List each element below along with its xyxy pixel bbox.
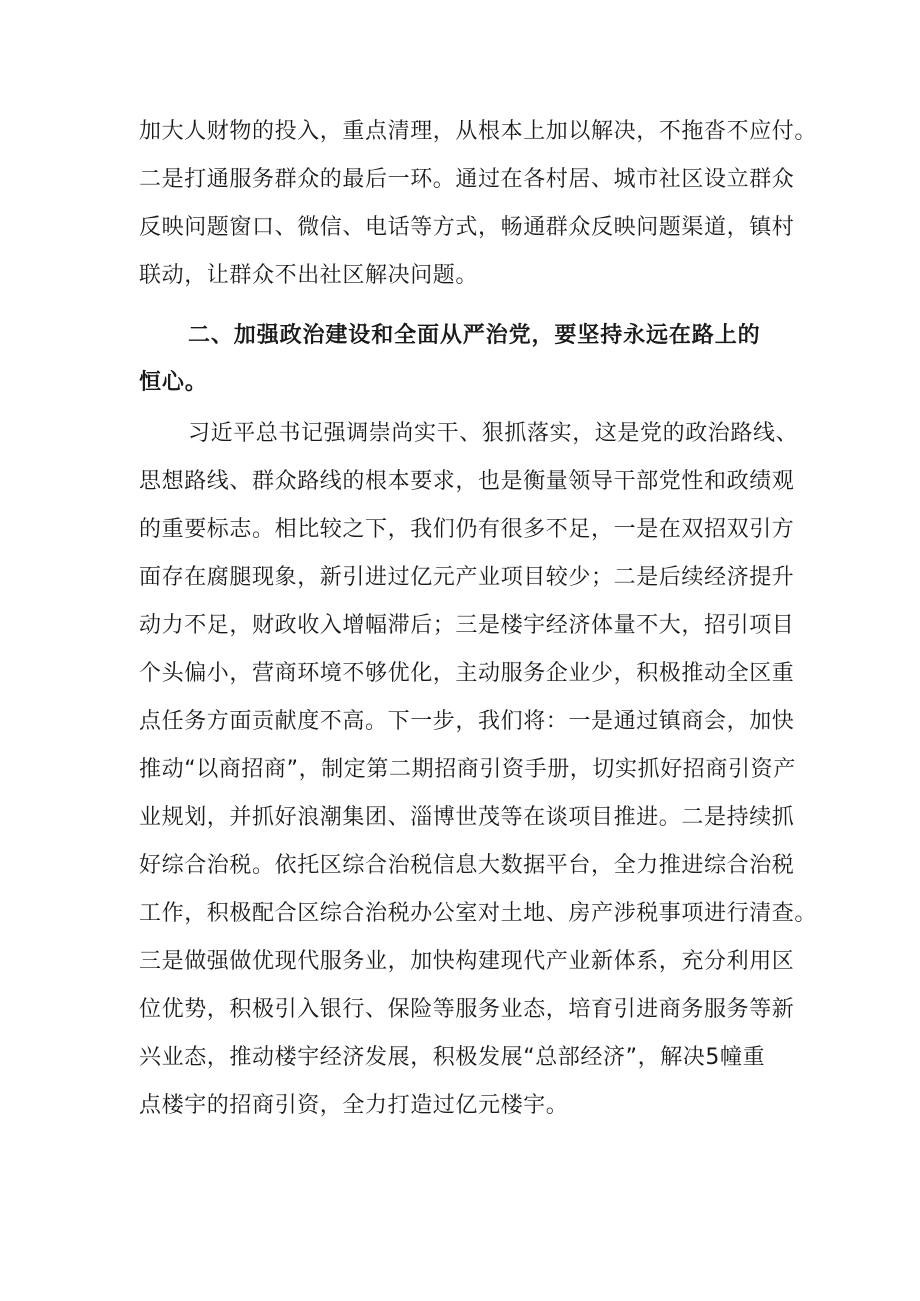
paragraph-line: 习近平总书记强调崇尚实干、狠抓落实，这是党的政治路线、 [188, 421, 799, 446]
paragraph-line: 的重要标志。相比较之下，我们仍有很多不足，一是在双招双引方 [139, 517, 795, 542]
paragraph-line: 面存在腐腿现象，新引进过亿元产业项目较少；二是后续经济提升 [139, 565, 795, 590]
heading-line: 恒心。 [139, 370, 208, 395]
paragraph-line: 兴业态，推动楼宇经济发展，积极发展“总部经济”，解决5幢重 [139, 1045, 766, 1070]
heading-line: 二、加强政治建设和全面从严治党，要坚持永远在路上的 [188, 323, 761, 348]
paragraph-line: 好综合治税。依托区综合治税信息大数据平台，全力推进综合治税 [139, 853, 795, 878]
paragraph-line: 点任务方面贡献度不高。下一步，我们将：一是通过镇商会，加快 [139, 709, 795, 734]
paragraph-line: 思想路线、群众路线的根本要求，也是衡量领导干部党性和政绩观 [139, 469, 795, 494]
paragraph-line: 业规划，并抓好浪潮集团、淄博世茂等在谈项目推进。二是持续抓 [139, 805, 795, 830]
paragraph-line: 加大人财物的投入，重点清理，从根本上加以解决，不拖沓不应付。 [139, 119, 818, 144]
paragraph-line: 点楼宇的招商引资，全力打造过亿元楼宇。 [139, 1093, 569, 1118]
paragraph-line: 联动，让群众不出社区解决问题。 [139, 263, 479, 288]
paragraph-line: 动力不足，财政收入增幅滞后；三是楼宇经济体量不大，招引项目 [139, 613, 795, 638]
paragraph-line: 二是打通服务群众的最后一环。通过在各村居、城市社区设立群众 [139, 167, 795, 192]
paragraph-line: 反映问题窗口、微信、电话等方式，畅通群众反映问题渠道，镇村 [139, 215, 795, 240]
paragraph-line: 个头偏小，营商环境不够优化，主动服务企业少，积极推动全区重 [139, 661, 795, 686]
paragraph-line: 工作，积极配合区综合治税办公室对土地、房产涉税事项进行清查。 [139, 901, 818, 926]
paragraph-line: 三是做强做优现代服务业，加快构建现代产业新体系，充分利用区 [139, 949, 795, 974]
paragraph-line: 推动“以商招商”，制定第二期招商引资手册，切实抓好招商引资产 [139, 757, 796, 782]
paragraph-line: 位优势，积极引入银行、保险等服务业态，培育引进商务服务等新 [139, 997, 795, 1022]
